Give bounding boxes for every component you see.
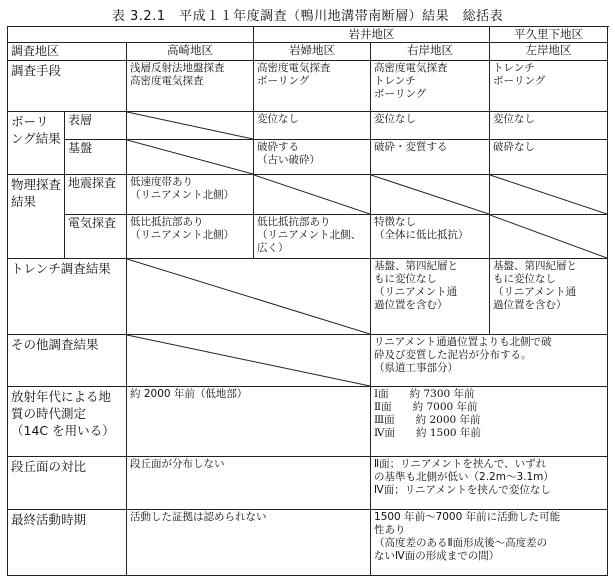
cell-final-iwai: 活動した証拠は認められない xyxy=(127,510,371,576)
row-label-seismic: 地震探査 xyxy=(65,175,127,215)
row-label-trench: トレンチ調査結果 xyxy=(8,259,127,335)
cell-boring-base-right: 破砕・変質する xyxy=(371,140,490,175)
cell-seismic-iwagane-slash xyxy=(254,175,371,215)
cell-boring-surface-iwagane: 変位なし xyxy=(254,112,371,140)
row-label-surface: 表層 xyxy=(65,112,127,140)
cell-electric-takasaki: 低比抵抗部あり （リニアメント北側） xyxy=(127,215,254,259)
cell-boring-surface-right: 変位なし xyxy=(371,112,490,140)
cell-seismic-takasaki: 低速度帯あり （リニアメント北側） xyxy=(127,175,254,215)
row-label-method: 調査手段 xyxy=(8,61,127,112)
cell-trench-left: 基盤、第四紀層と もに変位なし （リニアメント通 過位置を含む） xyxy=(490,259,608,335)
cell-boring-base-iwagane: 破砕する （古い破砕） xyxy=(254,140,371,175)
cell-boring-surface-takasaki-slash xyxy=(127,112,254,140)
row-label-dating: 放射年代による地質の時代測定（14C を用いる） xyxy=(8,387,127,457)
header-iwagane: 岩婦地区 xyxy=(254,43,371,61)
cell-boring-surface-left: 変位なし xyxy=(490,112,608,140)
row-label-other: その他調査結果 xyxy=(8,335,127,387)
row-label-final: 最終活動時期 xyxy=(8,510,127,576)
cell-seismic-left-slash xyxy=(490,175,608,215)
cell-method-takasaki: 浅層反射法地盤探査 高密度電気探査 xyxy=(127,61,254,112)
summary-table xyxy=(7,26,608,576)
row-label-base: 基盤 xyxy=(65,140,127,175)
cell-dating-iwai: 約 2000 年前（低地部） xyxy=(127,387,371,457)
row-label-physical: 物理探査結果 xyxy=(8,175,65,259)
cell-method-iwagane: 高密度電気探査 ボーリング xyxy=(254,61,371,112)
cell-seismic-right-slash xyxy=(371,175,490,215)
cell-electric-iwagane: 低比抵抗部あり （リニアメント北側、広く） xyxy=(254,215,371,259)
cell-dating-heguri: Ⅰ面 約 7300 年前 Ⅱ面 約 7000 年前 Ⅲ面 約 2000 年前 Ⅳ面 約 1500 年前 xyxy=(371,387,608,457)
cell-electric-right: 特徴なし （全体に低比抵抗） xyxy=(371,215,490,259)
table-title: 表 3.2.1 平成１１年度調査（鴨川地溝帯南断層）結果 総括表 xyxy=(111,9,504,24)
cell-method-right: 高密度電気探査 トレンチ ボーリング xyxy=(371,61,490,112)
header-group-heguri: 平久里下地区 xyxy=(490,27,608,43)
cell-electric-left-slash xyxy=(490,215,608,259)
header-blank xyxy=(8,27,254,43)
cell-terrace-heguri: Ⅱ面；リニアメントを挟んで、いずれ の基準も北側が低い（2.2m～3.1m） Ⅳ面；リニアメントを挟んで変位なし xyxy=(371,457,608,510)
cell-terrace-iwai: 段丘面が分布しない xyxy=(127,457,371,510)
cell-trench-iwai-slash xyxy=(127,259,371,335)
row-label-terrace: 段丘面の対比 xyxy=(8,457,127,510)
row-label-boring: ボーリング結果 xyxy=(8,112,65,175)
row-label-electric: 電気探査 xyxy=(65,215,127,259)
cell-method-left: トレンチ ボーリング xyxy=(490,61,608,112)
header-area: 調査地区 xyxy=(8,43,127,61)
header-right-bank: 右岸地区 xyxy=(371,43,490,61)
cell-other-iwai-slash xyxy=(127,335,371,387)
header-left-bank: 左岸地区 xyxy=(490,43,608,61)
header-group-iwai: 岩井地区 xyxy=(254,27,490,43)
cell-boring-base-left: 破砕なし xyxy=(490,140,608,175)
cell-other-heguri: リニアメント通過位置よりも北側で破 砕及び変質した泥岩が分布する。 （県道工事部分） xyxy=(371,335,608,387)
cell-boring-base-takasaki-slash xyxy=(127,140,254,175)
cell-final-heguri: 1500 年前～7000 年前に活動した可能 性あり （高度差のあるⅡ面形成後～高度差の ないⅣ面の形成までの間） xyxy=(371,510,608,576)
header-takasaki: 高崎地区 xyxy=(127,43,254,61)
cell-trench-right: 基盤、第四紀層と もに変位なし （リニアメント通 過位置を含む） xyxy=(371,259,490,335)
